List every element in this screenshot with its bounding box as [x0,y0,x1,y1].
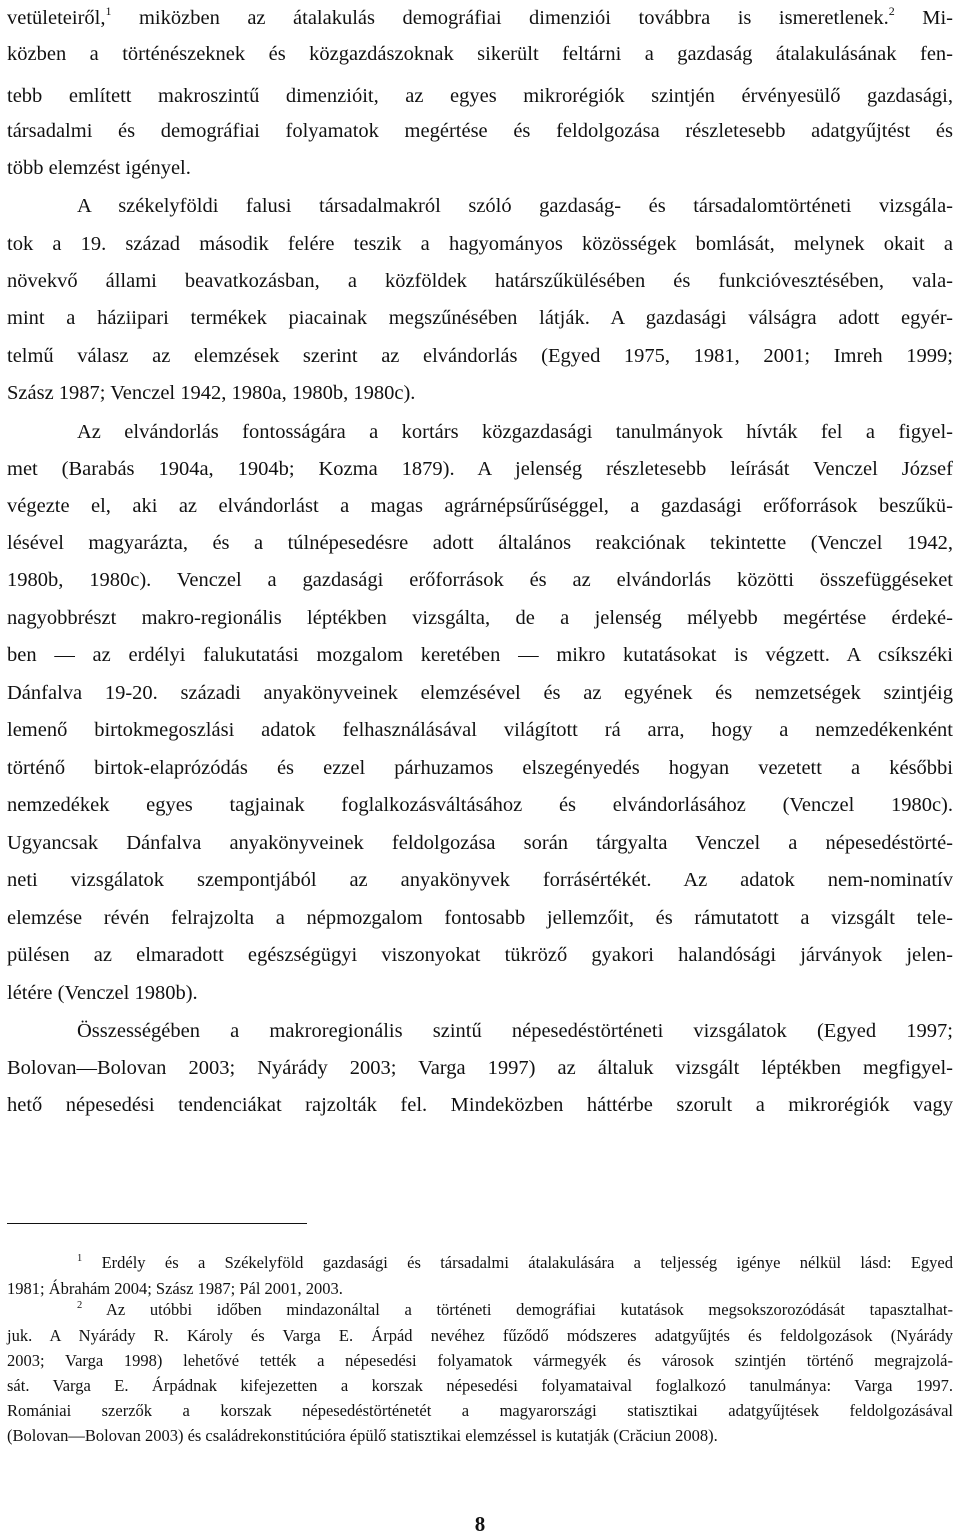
body-line: lésével magyarázta, és a túlnépesedésre adott általános reakciónak tekintette (Venczel 1942, [7,532,953,554]
body-line: Szász 1987; Venczel 1942, 1980a, 1980b, 1980c). [7,382,416,404]
body-line: Dánfalva 19-20. századi anyakönyveinek elemzésével és az egyének és nemzetségek szintjéig [7,682,953,704]
footnote-line: Romániai szerzők a korszak népesedéstörténetét a magyarországi statisztikai adatgyűjtések feldolgozásával [7,1401,953,1420]
body-line: hető népesedési tendenciákat rajzolták fel. Mindeközben háttérbe szorult a mikrorégiók vagy [7,1094,953,1116]
body-line: vetületeiről,$^1$ miközben az átalakulás demográfiai dimenziói továbbra is ismeretlenek.$^2$ Mi- [7,4,953,29]
footnote-ref-1[interactable]: 1 [105,4,112,18]
footnote-line: (Bolovan—Bolovan 2003) és családrekonstitúcióra épülő statisztikai elemzéssel is kutatják (Crăciun 2008). [7,1426,718,1445]
body-line: nemzedékek egyes tagjainak foglalkozásváltásához és elvándorlásához (Venczel 1980c). [7,794,953,816]
body-line: neti vizsgálatok szempontjából az anyakönyvek forrásértékét. Az adatok nem-nominatív [7,869,953,891]
body-line: ben — az erdélyi falukutatási mozgalom keretében — mikro kutatásokat is végzett. A csíkszéki [7,644,953,666]
footnote-line: juk. A Nyárády R. Károly és Varga E. Árpád nevéhez fűződő módszeres adatgyűjtés és feldolgozások (Nyárády [7,1326,953,1345]
body-line: tebb említett makroszintű dimenzióit, az egyes mikrorégiók szintjén érvényesülő gazdasági, [7,85,953,107]
footnote-separator [7,1223,307,1224]
body-line: telmű válasz az elemzések szerint az elvándorlás (Egyed 1975, 1981, 2001; Imreh 1999; [7,345,953,367]
footnote-marker-2: 2 [77,1300,83,1311]
footnote-line: $^1$ Erdély és a Székelyföld gazdasági és társadalmi átalakulására a teljesség igénye nélkül lásd: Egyed [77,1253,953,1272]
body-line: tok a 19. század második felére teszik a hagyományos közösségek bomlását, melynek okait a [7,233,953,255]
body-line: növekvő állami beavatkozásban, a közföldek határszűkülésében és funkcióvesztésében, vala- [7,270,953,292]
body-line: elemzése révén felrajzolta a népmozgalom fontosabb jellemzőit, és rámutatott a vizsgált tele- [7,907,953,929]
footnote-line: 1981; Ábrahám 2004; Szász 1987; Pál 2001, 2003. [7,1279,343,1298]
body-line: létére (Venczel 1980b). [7,982,198,1004]
footnote-ref-2[interactable]: 2 [888,4,895,18]
body-line: végezte el, aki az elvándorlást a magas agrárnépsűrűséggel, a gazdasági erőforrások beszűkü- [7,495,953,517]
body-line: közben a történészeknek és közgazdászoknak sikerült feltárni a gazdaság átalakulásának fen- [7,43,953,65]
footnote-line: $^2$ Az utóbbi időben mindazonáltal a történeti demográfiai kutatások megsokszorozódását tapasztalhat- [77,1300,953,1319]
footnote-marker-1: 1 [77,1253,83,1264]
body-line: A székelyföldi falusi társadalmakról szóló gazdaság- és társadalomtörténeti vizsgála- [77,195,953,217]
body-line: met (Barabás 1904a, 1904b; Kozma 1879). A jelenség részletesebb leírását Venczel József [7,458,953,480]
body-line: pülésen az elmaradott egészségügyi viszonyokat tükröző gyakori halandósági járványok jelen- [7,944,953,966]
body-line: történő birtok-elaprózódás és ezzel párhuzamos elszegényedés hogyan vezetett a későbbi [7,757,953,779]
body-line: társadalmi és demográfiai folyamatok megértése és feldolgozása részletesebb adatgyűjtést és [7,120,953,142]
page-number: 8 [474,1512,486,1536]
body-line: 1980b, 1980c). Venczel a gazdasági erőforrások és az elvándorlás közötti összefüggéseket [7,569,953,591]
body-line: több elemzést igényel. [7,157,191,179]
footnote-line: sát. Varga E. Árpádnak kifejezetten a korszak népesedési folyamataival foglalkozó tanulmánya: Varga 1997. [7,1376,953,1395]
body-line: Összességében a makroregionális szintű népesedéstörténeti vizsgálatok (Egyed 1997; [77,1020,953,1042]
body-line: nagyobbrészt makro-regionális léptékben vizsgálta, de a jelenség mélyebb megértése érdeké- [7,607,953,629]
body-line: Ugyancsak Dánfalva anyakönyveinek feldolgozása során tárgyalta Venczel a népesedéstörté- [7,832,953,854]
body-line: Bolovan—Bolovan 2003; Nyárády 2003; Varga 1997) az általuk vizsgált léptékben megfigyel- [7,1057,953,1079]
body-line: Az elvándorlás fontosságára a kortárs közgazdasági tanulmányok hívták fel a figyel- [77,421,953,443]
body-line: mint a háziipari termékek piacainak megszűnésében látják. A gazdasági válságra adott egyér- [7,307,953,329]
footnote-line: 2003; Varga 1998) lehetővé tették a népesedési folyamatok vármegyék és városok szintjén történő megrajzolá- [7,1351,953,1370]
body-line: lemenő birtokmegoszlási adatok felhasználásával világított rá arra, hogy a nemzedékenként [7,719,953,741]
